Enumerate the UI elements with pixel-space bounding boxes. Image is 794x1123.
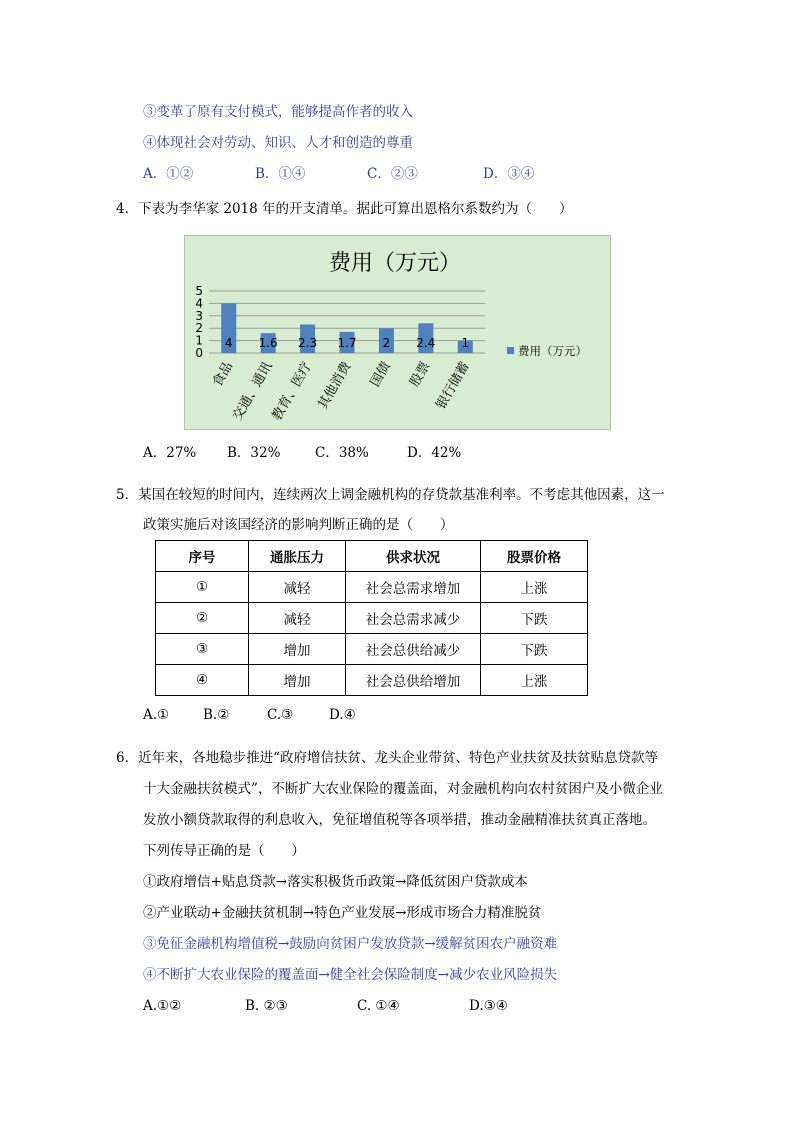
header-index: 序号 [156,541,249,572]
y-tick-label: 0 [195,346,203,360]
q6-option-c: C. ①④ [357,998,400,1014]
table-cell: 减轻 [249,603,346,634]
q3-options [143,165,534,183]
table-cell: 社会总供给减少 [346,634,481,665]
q3-option-c: C．②③ [367,166,418,182]
data-label: 1.6 [258,336,278,350]
q6-stem-line-4: 下列传导正确的是（ ） [143,843,305,859]
q6-stem-line-2: 十大金融扶贫模式”，不断扩大农业保险的覆盖面，对金融机构向农村贫困户及小微企业 [143,781,663,797]
q6-item-3: ③免征金融机构增值税→鼓励向贫困户发放贷款→缓解贫困农户融资难 [143,936,558,952]
data-label: 2 [382,336,391,350]
expense-chart [184,235,611,430]
q6-option-b: B. ②③ [245,998,288,1014]
q5-option-b: B.② [203,707,230,723]
header-supply-demand: 供求状况 [346,541,481,572]
x-tick-label: 国债 [367,359,394,390]
q3-option-b: B．①④ [255,166,306,182]
table-cell: 下跌 [481,634,588,665]
table-cell: 上涨 [481,572,588,603]
q5-stem-line-1: 5．某国在较短的时间内，连续两次上调金融机构的存贷款基准利率。不考虑其他因素，这一 [116,487,665,503]
y-tick-label: 3 [195,308,203,323]
q3-item-4: ④体现社会对劳动、知识、人才和创造的尊重 [143,135,413,151]
table-row [156,572,588,603]
expense-chart-svg [185,236,610,429]
q5-stem-line-2: 政策实施后对该国经济的影响判断正确的是（ ） [143,517,454,533]
data-label: 2.3 [298,336,318,350]
table-cell: 社会总需求减少 [346,603,481,634]
table-row [156,665,588,696]
chart-title: 费用（万元） [328,251,462,276]
y-tick-label: 5 [195,284,203,298]
q3-option-d: D．③④ [483,166,535,182]
data-label: 1 [461,336,470,350]
q4-option-a: A．27% [143,445,197,461]
q3-item-3: ③变革了原有支付模式，能够提高作者的收入 [143,104,413,120]
table-cell: ① [156,572,249,603]
x-tick-label: 教育、医疗 [269,359,316,424]
q6-item-1: ①政府增信+贴息贷款→落实积极货币政策→降低贫困户贷款成本 [143,874,528,890]
y-tick-label: 4 [195,296,203,311]
legend-swatch [507,347,514,354]
q4-options [143,444,461,462]
table-cell: 下跌 [481,603,588,634]
x-tick-label: 银行储蓄 [433,359,473,413]
x-tick-label: 食品 [210,359,237,390]
table-cell: 上涨 [481,665,588,696]
table-cell: ② [156,603,249,634]
table-cell: 社会总需求增加 [346,572,481,603]
q3-option-a: A．①② [143,166,194,182]
q4-option-d: D．42% [407,445,462,461]
q6-line-1-text: 6．近年来，各地稳步推进“政府增信扶贫、龙头企业带贫、特色产业扶贫及扶贫贴息贷款等 [116,750,658,766]
header-inflation: 通胀压力 [249,541,346,572]
q6-item-4: ④不断扩大农业保险的覆盖面→健全社会保险制度→减少农业风险损失 [143,967,558,983]
q6-stem-line-3: 发放小额贷款取得的利息收入，免征增值税等各项举措，推动金融精准扶贫真正落地。 [143,812,656,828]
header-stock-price: 股票价格 [481,541,588,572]
q4-stem: 4．下表为李华家 2018 年的开支清单。据此可算出恩格尔系数约为（ ） [116,201,573,217]
table-cell: ④ [156,665,249,696]
y-tick-label: 2 [195,321,203,336]
legend-label: 费用（万元） [518,344,587,358]
table-row [156,603,588,634]
data-label: 4 [224,336,233,350]
x-tick-label: 交通、通讯 [230,359,276,424]
x-tick-label: 其他消费 [315,359,355,413]
q4-option-c: C．38% [315,445,369,461]
table-cell: 减轻 [249,572,346,603]
table-cell: ③ [156,634,249,665]
table-cell: 增加 [249,665,346,696]
table-row [156,634,588,665]
y-tick-label: 1 [195,333,203,348]
q5-table [155,540,588,696]
q6-option-d: D.③④ [469,998,508,1014]
q5-option-a: A.① [143,707,170,723]
data-label: 1.7 [337,336,357,350]
q5-options [143,706,356,724]
q6-item-2: ②产业联动+金融扶贫机制→特色产业发展→形成市场合力精准脱贫 [143,905,542,921]
q5-option-c: C.③ [267,707,294,723]
table-cell: 增加 [249,634,346,665]
data-label: 2.4 [416,336,436,350]
q6-option-a: A.①② [143,998,182,1014]
q5-option-d: D.④ [329,707,356,723]
q4-option-b: B．32% [227,445,281,461]
table-cell: 社会总供给增加 [346,665,481,696]
q6-stem-line-1 [116,749,658,767]
q6-options [143,997,508,1015]
x-tick-label: 股票 [407,359,434,390]
table-header-row [156,541,588,572]
